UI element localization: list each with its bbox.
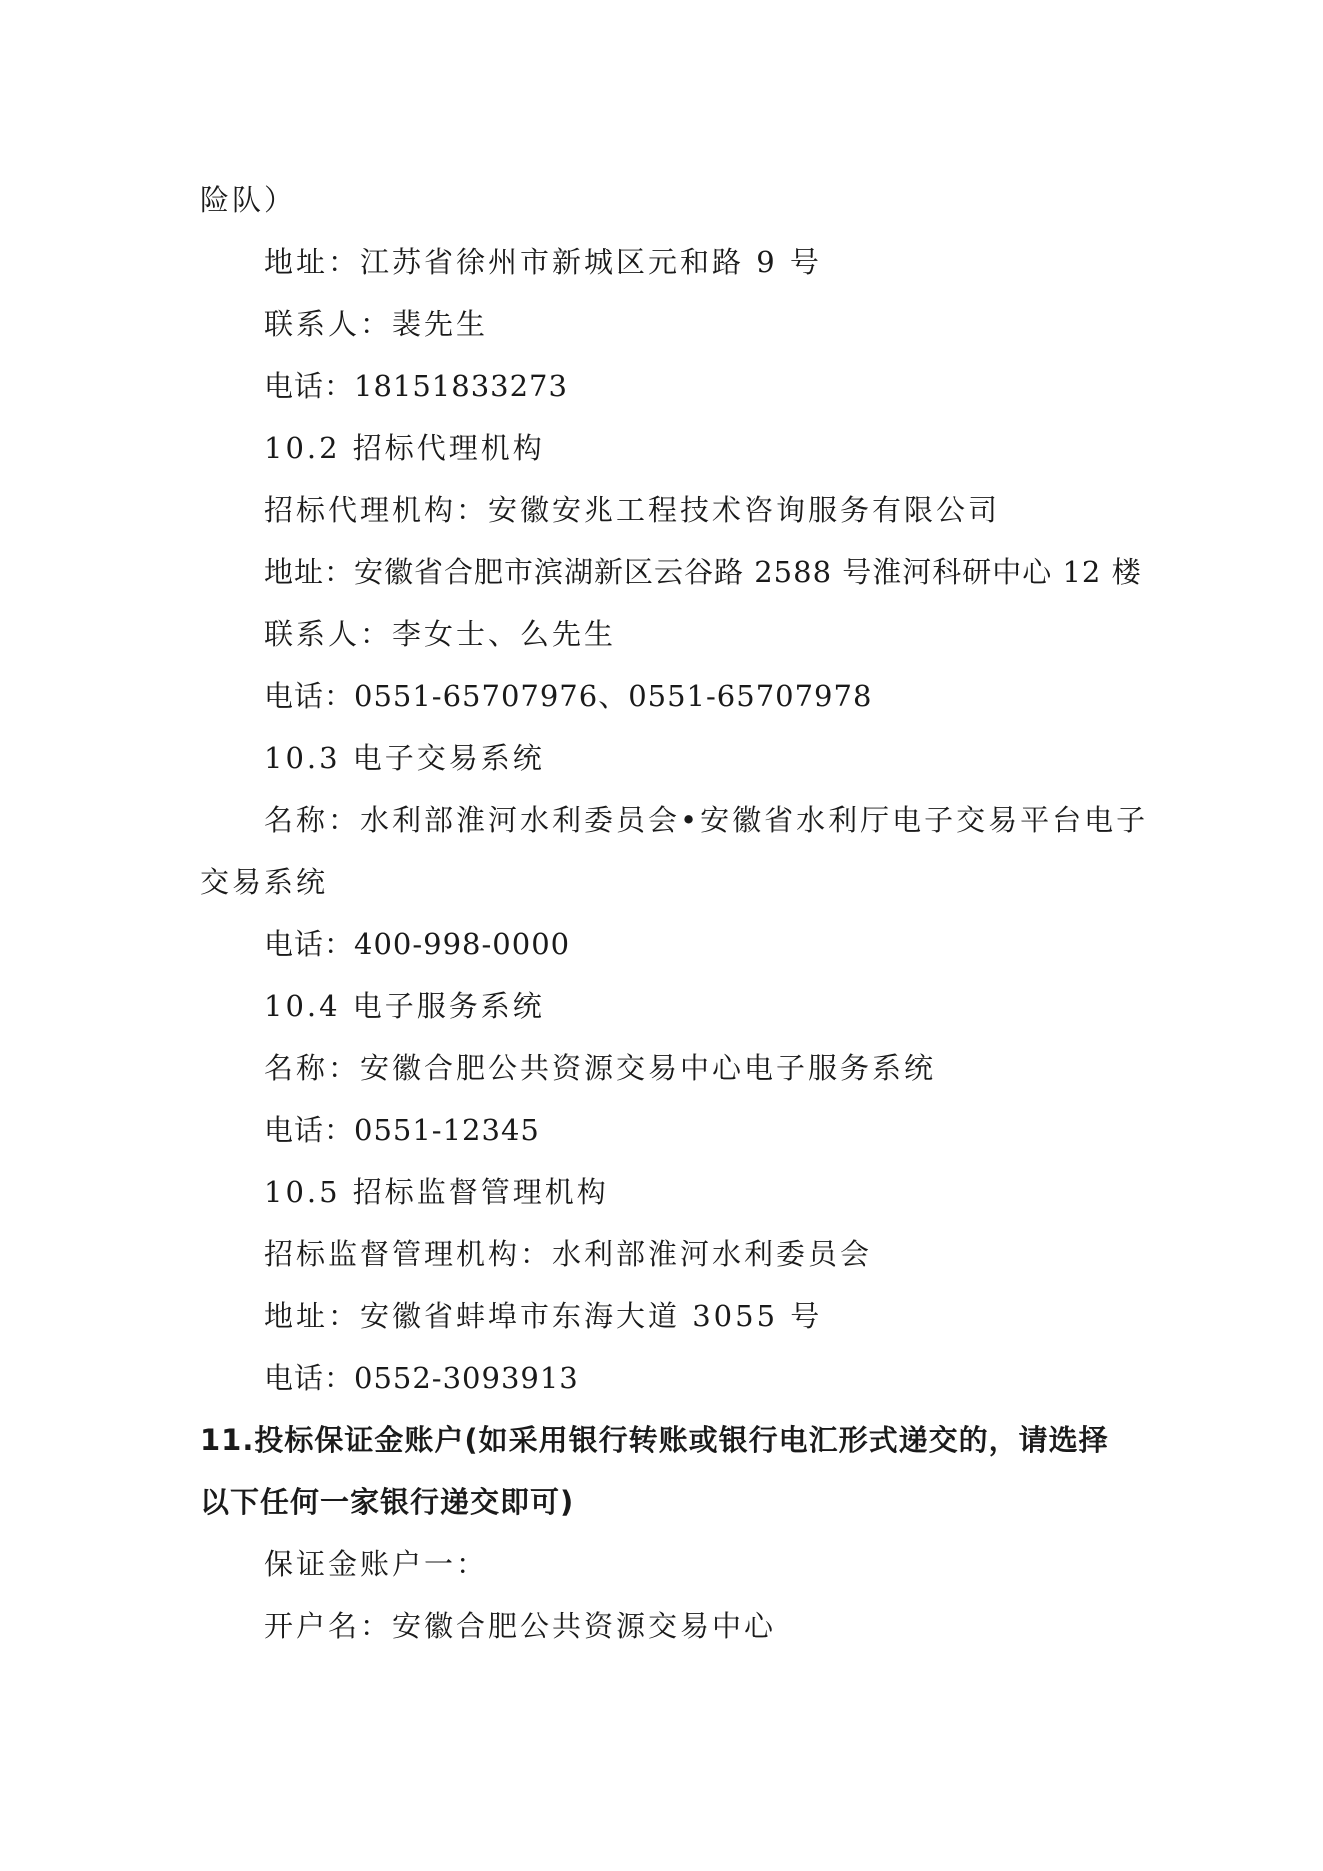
text-line: 联系人：李女士、么先生 bbox=[264, 617, 617, 651]
section-heading: 10.2 招标代理机构 bbox=[264, 431, 545, 465]
text-line: 电话：0551-12345 bbox=[264, 1113, 540, 1147]
section-heading: 10.4 电子服务系统 bbox=[264, 989, 545, 1023]
text-line: 交易系统 bbox=[200, 865, 329, 899]
text-line: 名称：水利部淮河水利委员会•安徽省水利厅电子交易平台电子 bbox=[264, 803, 1149, 837]
text-line: 名称：安徽合肥公共资源交易中心电子服务系统 bbox=[264, 1051, 937, 1085]
text-line: 地址：安徽省蚌埠市东海大道 3055 号 bbox=[264, 1299, 823, 1333]
text-line: 电话：18151833273 bbox=[264, 369, 568, 403]
section-heading: 10.3 电子交易系统 bbox=[264, 741, 545, 775]
text-line: 地址：安徽省合肥市滨湖新区云谷路 2588 号淮河科研中心 12 楼 bbox=[264, 555, 1142, 589]
section-heading: 10.5 招标监督管理机构 bbox=[264, 1175, 609, 1209]
section-heading-bold: 以下任何一家银行递交即可) bbox=[200, 1485, 575, 1519]
text-line: 电话：400-998-0000 bbox=[264, 927, 571, 961]
text-line: 招标监督管理机构：水利部淮河水利委员会 bbox=[264, 1237, 873, 1271]
text-line: 电话：0552-3093913 bbox=[264, 1361, 579, 1395]
text-line: 开户名：安徽合肥公共资源交易中心 bbox=[264, 1609, 777, 1643]
text-line: 招标代理机构：安徽安兆工程技术咨询服务有限公司 bbox=[264, 493, 1001, 527]
text-line: 地址：江苏省徐州市新城区元和路 9 号 bbox=[264, 245, 822, 279]
text-line: 联系人：裴先生 bbox=[264, 307, 489, 341]
text-line: 电话：0551-65707976、0551-65707978 bbox=[264, 679, 873, 713]
text-line: 险队） bbox=[200, 183, 297, 217]
section-heading-bold: 11.投标保证金账户(如采用银行转账或银行电汇形式递交的，请选择 bbox=[200, 1423, 1109, 1457]
text-line: 保证金账户一： bbox=[264, 1547, 489, 1581]
